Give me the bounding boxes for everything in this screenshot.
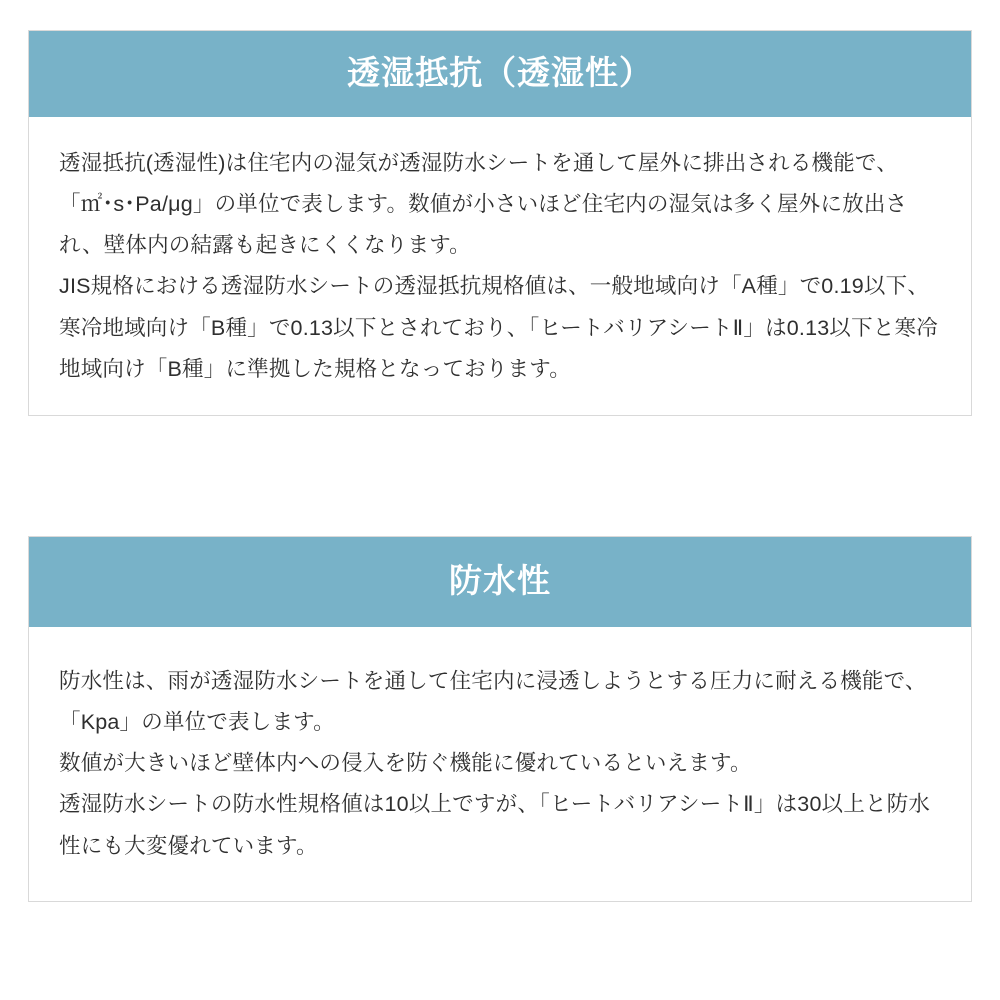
section-body-moisture-permeability (29, 117, 971, 421)
section-title-moisture-permeability: 透湿抵抗（透湿性） (29, 31, 971, 117)
paragraph-moisture-2: JIS規格における透湿防水シートの透湿抵抗規格値は、一般地域向け「A種」で0.19以下、寒冷地域向け「B種」で0.13以下とされており、「ヒートバリアシートⅡ」は0.13以下と寒冷地域向け「B種」に準拠した規格となっております。 (59, 274, 938, 381)
section-body-waterproofing (29, 627, 971, 897)
section-waterproofing (28, 536, 972, 902)
section-moisture-permeability (28, 30, 972, 416)
paragraph-waterproof-3: 透湿防水シートの防水性規格値は10以上ですが、「ヒートバリアシートⅡ」は30以上と防水性にも大変優れています。 (59, 792, 931, 858)
paragraph-moisture-1: 透湿抵抗(透湿性)は住宅内の湿気が透湿防水シートを通して屋外に排出される機能で、「㎡･s･Pa/μg」の単位で表します。数値が小さいほど住宅内の湿気は多く屋外に放出され、壁体内の結露も起きにくくなります。 (59, 150, 908, 258)
paragraph-waterproof-1: 防水性は、雨が透湿防水シートを通して住宅内に浸透しようとする圧力に耐える機能で、「Kpa」の単位で表します。 (59, 668, 927, 734)
section-title-waterproofing: 防水性 (29, 537, 971, 627)
section-divider-space (28, 416, 972, 536)
paragraph-waterproof-2: 数値が大きいほど壁体内への侵入を防ぐ機能に優れているといえます。 (59, 751, 752, 776)
